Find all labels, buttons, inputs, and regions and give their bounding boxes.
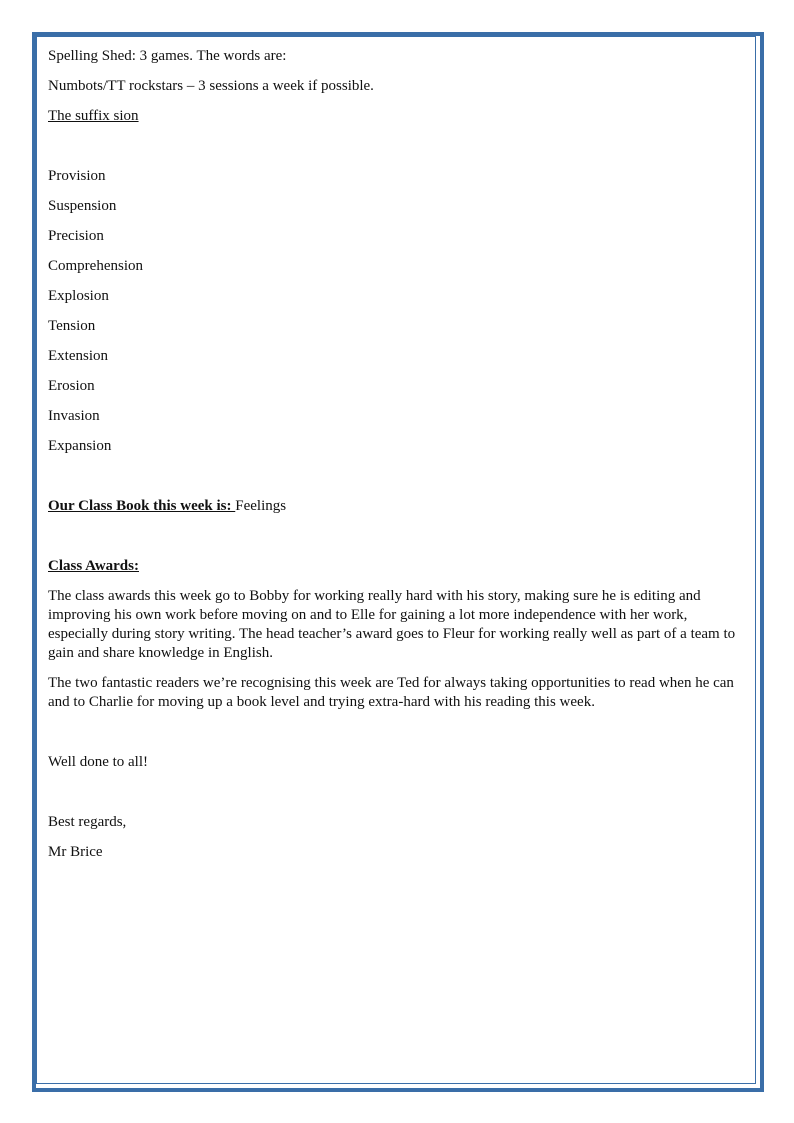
readers-paragraph: The two fantastic readers we’re recognising this week are Ted for always taking opportunities to read when he can and to Charlie for moving up a book level and trying extra-hard with his reading this week.: [48, 675, 734, 710]
numbots-line: Numbots/TT rockstars – 3 sessions a week if possible.: [48, 78, 374, 94]
spacer: [48, 467, 744, 497]
class-awards-heading: Class Awards:: [48, 558, 139, 574]
word-list-item: Explosion: [48, 288, 109, 304]
word-list-item: Invasion: [48, 408, 100, 424]
sign-off: Best regards,: [48, 814, 127, 830]
class-book-label: Our Class Book this week is:: [48, 498, 236, 514]
word-list: [48, 167, 744, 456]
spacer: [48, 527, 744, 557]
word-list-item: Precision: [48, 228, 104, 244]
word-list-item: Erosion: [48, 378, 95, 394]
spacer: [48, 783, 744, 813]
spelling-shed-line: Spelling Shed: 3 games. The words are:: [48, 48, 287, 64]
suffix-heading: The suffix sion: [48, 108, 139, 124]
well-done-line: Well done to all!: [48, 754, 149, 770]
word-list-item: Tension: [48, 318, 96, 334]
word-list-item: Extension: [48, 348, 108, 364]
signature: Mr Brice: [48, 844, 103, 860]
document-body: [48, 47, 744, 873]
spacer: [48, 137, 744, 167]
class-book-line: [48, 497, 744, 516]
word-list-item: Provision: [48, 168, 106, 184]
class-awards-paragraph: The class awards this week go to Bobby for working really hard with his story, making sure he is editing and improving his own work before moving on and to Elle for gaining a lot more independence with her work, especially during story writing. The head teacher’s award goes to Fleur for working really well as part of a team to gain and share knowledge in English.: [48, 588, 736, 661]
spacer: [48, 723, 744, 753]
word-list-item: Comprehension: [48, 258, 143, 274]
word-list-item: Suspension: [48, 198, 117, 214]
word-list-item: Expansion: [48, 438, 112, 454]
class-book-title: Feelings: [235, 498, 287, 514]
